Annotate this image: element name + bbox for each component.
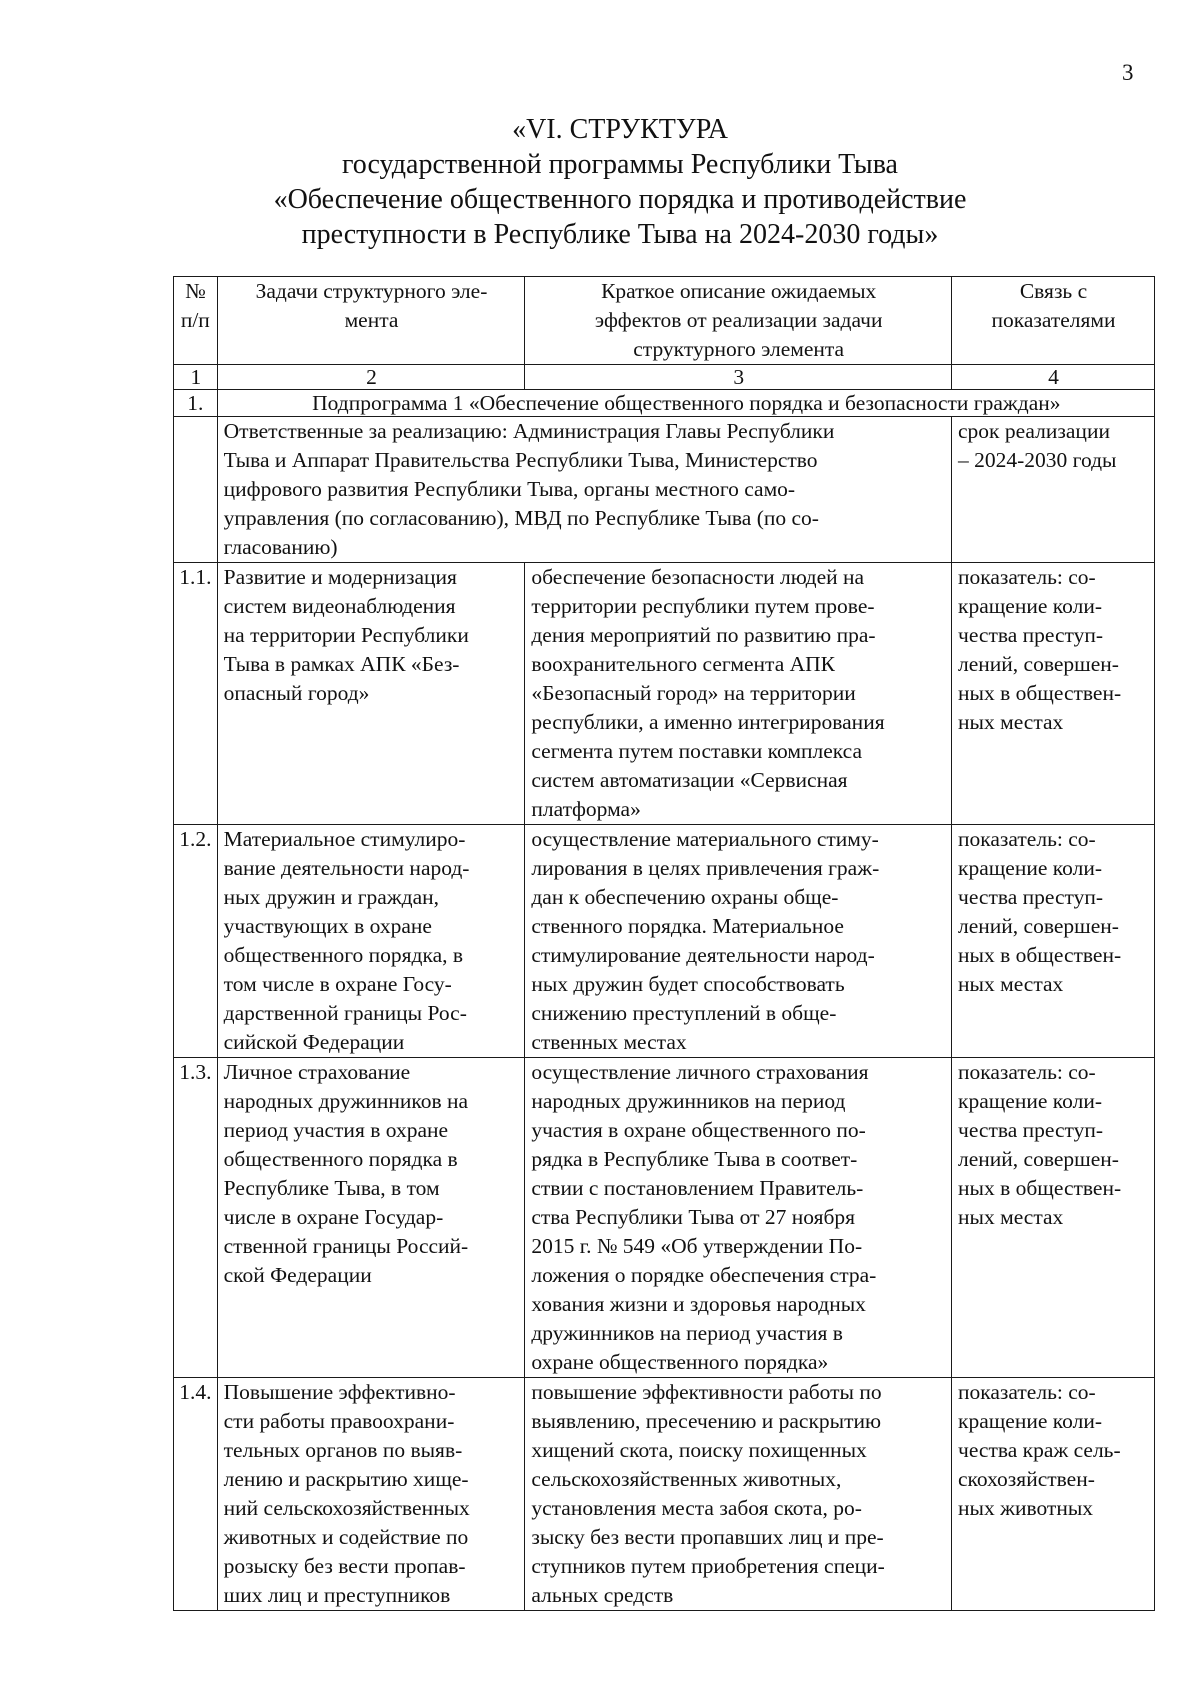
text-line: ных в обществен- [958,681,1122,705]
text-line: ственной границы Россий- [223,1234,469,1258]
text-line: ложения о порядке обеспечения стра- [531,1263,877,1287]
text-line: ствии с постановлением Правитель- [531,1176,864,1200]
text-line: розыску без вести пропав- [223,1554,466,1578]
text-line: Тыва и Аппарат Правительства Республики Тыва, Министерство [223,448,818,472]
text-line: ской Федерации [223,1263,372,1287]
text-line: Ответственные за реализацию: Администрация Главы Республики [223,419,835,443]
subprogram-title: Подпрограмма 1 «Обеспечение общественного порядка и безопасности граждан» [217,390,1154,417]
effect-cell [525,825,952,1058]
text-line: – 2024-2030 годы [958,448,1117,472]
text-line: дения мероприятий по развитию пра- [531,623,876,647]
text-line: показатель: со- [958,827,1096,851]
subprogram-num: 1. [174,390,218,417]
effect-cell [525,1058,952,1378]
text-line: показатель: со- [958,565,1096,589]
text-line: повышение эффективности работы по [531,1380,882,1404]
task-cell [217,1058,525,1378]
title-line: преступности в Республике Тыва на 2024-2030 годы» [301,219,939,250]
text-line: Материальное стимулиро- [223,827,466,851]
text-line: сегмента путем поставки комплекса [531,739,862,763]
text-line: сийской Федерации [223,1030,405,1054]
index-cell: 3 [525,365,952,390]
header-task-cell [217,277,525,365]
text-line: народных дружинников на период [531,1089,846,1113]
title-line: «Обеспечение общественного порядка и противодействие [273,184,967,215]
text-line: сти работы правоохрани- [223,1409,455,1433]
text-line: зыску без вести пропавших лиц и пре- [531,1525,884,1549]
text-line: ных в обществен- [958,943,1122,967]
table-row [174,563,1155,825]
header-link-cell [952,277,1155,365]
header-text-line: эффектов от реализации задачи [594,308,883,332]
text-line: скохозяйствен- [958,1467,1095,1491]
header-text-line: показателями [991,308,1116,332]
empty-cell [174,417,218,563]
text-line: ний сельскохозяйственных [223,1496,470,1520]
text-line: вание деятельности народ- [223,856,470,880]
responsible-row [174,417,1155,563]
text-line: ных местах [958,710,1064,734]
row-num: 1.1. [174,563,218,825]
text-line: рядка в Республике Тыва в соответ- [531,1147,858,1171]
text-line: животных и содействие по [223,1525,469,1549]
responsible-text [217,417,951,563]
text-line: дарственной границы Рос- [223,1001,467,1025]
text-line: чества преступ- [958,1118,1104,1142]
text-line: стимулирование деятельности народ- [531,943,875,967]
text-line: лений, совершен- [958,652,1119,676]
text-line: воохранительного сегмента АПК [531,652,836,676]
text-line: числе в охране Государ- [223,1205,444,1229]
task-cell [217,1378,525,1611]
text-line: кращение коли- [958,1089,1102,1113]
text-line: выявлению, пресечению и раскрытию [531,1409,882,1433]
row-num: 1.4. [174,1378,218,1611]
text-line: ных местах [958,972,1064,996]
text-line: лений, совершен- [958,914,1119,938]
text-line: управления (по согласованию), МВД по Республике Тыва (по со- [223,506,819,530]
text-line: осуществление материального стиму- [531,827,879,851]
text-line: «Безопасный город» на территории [531,681,856,705]
effect-cell [525,563,952,825]
text-line: установления места забоя скота, ро- [531,1496,862,1520]
header-text-line: № [185,279,206,303]
text-line: кращение коли- [958,594,1102,618]
text-line: ступников путем приобретения специ- [531,1554,885,1578]
header-text-line: п/п [180,308,210,332]
text-line: гласованию) [223,535,338,559]
text-line: чества преступ- [958,623,1104,647]
table-header-row [174,277,1155,365]
text-line: 2015 г. № 549 «Об утверждении По- [531,1234,863,1258]
text-line: Личное страхование [223,1060,411,1084]
table-row [174,1378,1155,1611]
header-text-line: структурного элемента [633,337,845,361]
text-line: дан к обеспечению охраны обще- [531,885,839,909]
document-title [180,112,1060,252]
text-line: хования жизни и здоровья народных [531,1292,866,1316]
header-text-line: Задачи структурного эле- [255,279,488,303]
text-line: сельскохозяйственных животных, [531,1467,842,1491]
term-text [952,417,1155,563]
header-text-line: Краткое описание ожидаемых [601,279,877,303]
header-effect-cell [525,277,952,365]
text-line: показатель: со- [958,1380,1096,1404]
text-line: Развитие и модернизация [223,565,457,589]
text-line: ных в обществен- [958,1176,1122,1200]
link-cell [952,563,1155,825]
row-num: 1.3. [174,1058,218,1378]
effect-cell [525,1378,952,1611]
table-row [174,825,1155,1058]
text-line: период участия в охране [223,1118,449,1142]
row-num: 1.2. [174,825,218,1058]
text-line: хищений скота, поиску похищенных [531,1438,867,1462]
text-line: осуществление личного страхования [531,1060,869,1084]
text-line: том числе в охране Госу- [223,972,452,996]
text-line: кращение коли- [958,1409,1102,1433]
text-line: участия в охране общественного по- [531,1118,866,1142]
text-line: территории республики путем прове- [531,594,875,618]
text-line: обеспечение безопасности людей на [531,565,865,589]
text-line: охране общественного порядка» [531,1350,829,1374]
text-line: участвующих в охране [223,914,432,938]
text-line: лений, совершен- [958,1147,1119,1171]
header-text-line: Связь с [1019,279,1088,303]
text-line: Тыва в рамках АПК «Без- [223,652,460,676]
text-line: систем автоматизации «Сервисная [531,768,848,792]
text-line: ных дружин будет способствовать [531,972,845,996]
header-text-line: мента [344,308,399,332]
text-line: снижению преступлений в обще- [531,1001,837,1025]
text-line: платформа» [531,797,641,821]
link-cell [952,1378,1155,1611]
index-cell: 2 [217,365,525,390]
task-cell [217,825,525,1058]
table-row [174,1058,1155,1378]
text-line: народных дружинников на [223,1089,469,1113]
text-line: ших лиц и преступников [223,1583,451,1607]
text-line: лению и раскрытию хище- [223,1467,469,1491]
header-num-cell [174,277,218,365]
text-line: республики, а именно интегрирования [531,710,885,734]
link-cell [952,1058,1155,1378]
text-line: ных дружин и граждан, [223,885,440,909]
text-line: ных животных [958,1496,1094,1520]
task-cell [217,563,525,825]
text-line: систем видеонаблюдения [223,594,456,618]
text-line: Республике Тыва, в том [223,1176,440,1200]
text-line: общественного порядка, в [223,943,464,967]
text-line: дружинников на период участия в [531,1321,843,1345]
text-line: ственного порядка. Материальное [531,914,844,938]
text-line: ственных местах [531,1030,687,1054]
text-line: на территории Республики [223,623,469,647]
subprogram-row [174,390,1155,417]
text-line: чества преступ- [958,885,1104,909]
text-line: цифрового развития Республики Тыва, органы местного само- [223,477,796,501]
text-line: ных местах [958,1205,1064,1229]
text-line: опасный город» [223,681,370,705]
text-line: тельных органов по выяв- [223,1438,463,1462]
text-line: кращение коли- [958,856,1102,880]
text-line: ства Республики Тыва от 27 ноября [531,1205,856,1229]
structure-table [173,276,1155,1611]
text-line: Повышение эффективно- [223,1380,456,1404]
link-cell [952,825,1155,1058]
text-line: показатель: со- [958,1060,1096,1084]
title-line: «VI. СТРУКТУРА [512,114,728,145]
column-index-row [174,365,1155,390]
text-line: срок реализации [958,419,1110,443]
text-line: чества краж сель- [958,1438,1121,1462]
index-cell: 1 [174,365,218,390]
page-number: 3 [1122,60,1134,85]
text-line: общественного порядка в [223,1147,458,1171]
text-line: лирования в целях привлечения граж- [531,856,880,880]
text-line: альных средств [531,1583,674,1607]
title-line: государственной программы Республики Тыва [342,149,898,180]
index-cell: 4 [952,365,1155,390]
